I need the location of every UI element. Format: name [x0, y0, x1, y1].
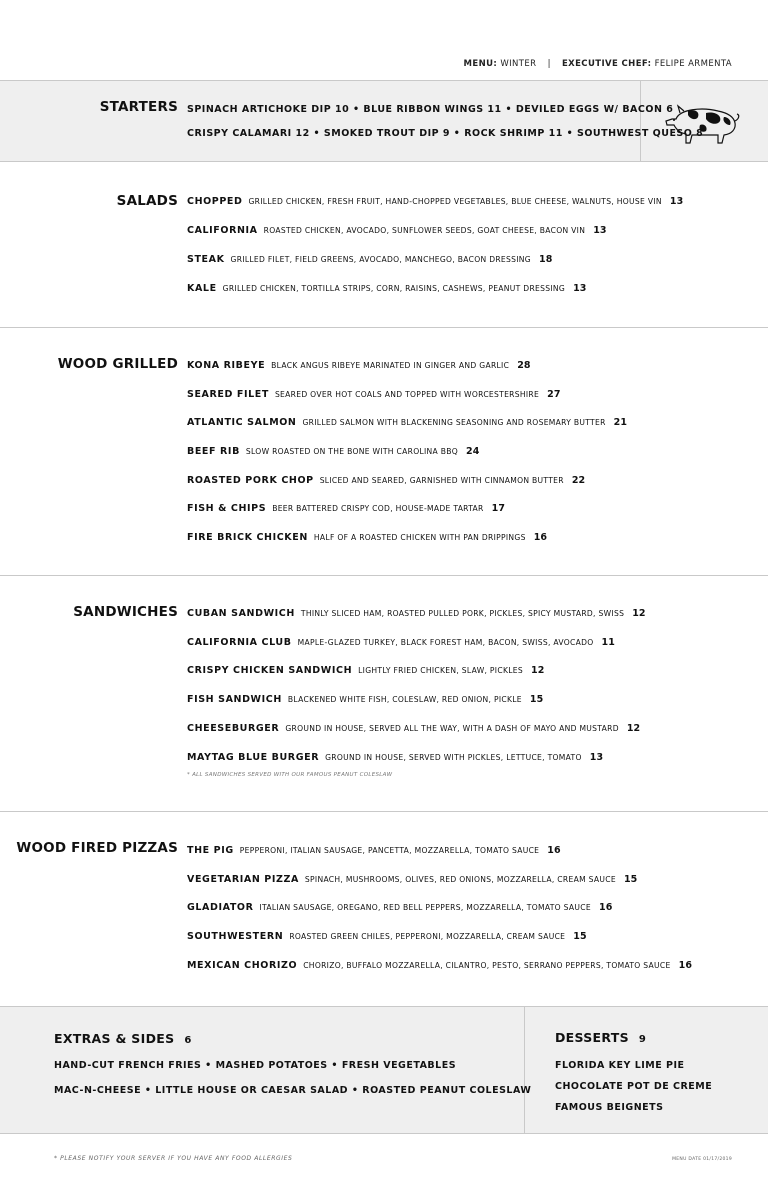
section-divider — [0, 575, 768, 576]
item-name: SEARED FILET — [187, 389, 269, 400]
pizza-item — [187, 902, 612, 913]
grill-item — [187, 389, 561, 400]
starters-band — [0, 80, 768, 162]
item-name: FISH SANDWICH — [187, 694, 282, 705]
sandwich-item — [187, 752, 603, 763]
item-desc: GRILLED CHICKEN, FRESH FRUIT, HAND-CHOPPED VEGETABLES, BLUE CHEESE, WALNUTS, HOUSE VIN — [248, 197, 662, 206]
item-name: CHEESEBURGER — [187, 723, 280, 734]
item-price: 22 — [571, 475, 586, 486]
item-desc: GRILLED SALMON WITH BLACKENING SEASONING AND ROSEMARY BUTTER — [302, 418, 606, 427]
item-price: 21 — [613, 417, 628, 428]
item-price: 18 — [538, 254, 553, 265]
item-price: 12 — [530, 665, 545, 676]
extras-price: 6 — [184, 1035, 192, 1046]
header-separator: | — [547, 59, 551, 69]
starters-title: STARTERS — [99, 99, 178, 115]
salad-item — [187, 225, 607, 236]
starters-line-1: SPINACH ARTICHOKE DIP 10 • BLUE RIBBON WINGS 11 • DEVILED EGGS W/ BACON 6 — [187, 104, 674, 115]
item-desc: CHORIZO, BUFFALO MOZZARELLA, CILANTRO, PESTO, SERRANO PEPPERS, TOMATO SAUCE — [303, 961, 671, 970]
sandwiches-title: SANDWICHES — [73, 604, 178, 620]
item-name: BEEF RIB — [187, 446, 240, 457]
item-desc: ROASTED GREEN CHILES, PEPPERONI, MOZZARELLA, CREAM SAUCE — [289, 932, 566, 941]
chef-label: EXECUTIVE CHEF: — [561, 59, 652, 69]
item-name: GLADIATOR — [187, 902, 254, 913]
extras-title-text: EXTRAS & SIDES — [54, 1031, 175, 1046]
item-name: CALIFORNIA — [187, 225, 258, 236]
item-name: ROASTED PORK CHOP — [187, 475, 314, 486]
sandwich-item — [187, 723, 640, 734]
item-price: 13 — [669, 196, 684, 207]
item-desc: ITALIAN SAUSAGE, OREGANO, RED BELL PEPPERS, MOZZARELLA, TOMATO SAUCE — [259, 903, 591, 912]
item-name: FIRE BRICK CHICKEN — [187, 532, 308, 543]
pizza-item — [187, 931, 587, 942]
item-desc: BLACK ANGUS RIBEYE MARINATED IN GINGER AND GARLIC — [271, 361, 510, 370]
item-desc: SLOW ROASTED ON THE BONE WITH CAROLINA BBQ — [245, 447, 459, 456]
item-desc: BLACKENED WHITE FISH, COLESLAW, RED ONION, PICKLE — [287, 695, 522, 704]
item-name: KONA RIBEYE — [187, 360, 266, 371]
item-name: MAYTAG BLUE BURGER — [187, 752, 320, 763]
pig-icon — [662, 101, 742, 149]
desserts-price: 9 — [638, 1034, 647, 1045]
item-price: 16 — [547, 845, 561, 856]
desserts-title — [555, 1030, 646, 1045]
item-desc: PEPPERONI, ITALIAN SAUSAGE, PANCETTA, MOZZARELLA, TOMATO SAUCE — [239, 846, 540, 855]
item-desc: SPINACH, MUSHROOMS, OLIVES, RED ONIONS, MOZZARELLA, CREAM SAUCE — [304, 875, 616, 884]
pizza-item — [187, 960, 692, 971]
item-name: CALIFORNIA CLUB — [187, 637, 292, 648]
item-desc: LIGHTLY FRIED CHICKEN, SLAW, PICKLES — [358, 666, 523, 675]
allergy-notice: * PLEASE NOTIFY YOUR SERVER IF YOU HAVE ANY FOOD ALLERGIES — [54, 1155, 293, 1162]
item-desc: GROUND IN HOUSE, SERVED ALL THE WAY, WITH A DASH OF MAYO AND MUSTARD — [285, 724, 619, 733]
pizza-item — [187, 874, 637, 885]
sandwich-item — [187, 694, 543, 705]
menu-season: WINTER — [500, 59, 537, 69]
item-name: STEAK — [187, 254, 225, 265]
salad-item — [187, 196, 683, 207]
sandwich-item — [187, 665, 544, 676]
item-price: 12 — [626, 723, 641, 734]
grill-item — [187, 360, 531, 371]
item-desc: SLICED AND SEARED, GARNISHED WITH CINNAMON BUTTER — [319, 476, 564, 485]
grill-item — [187, 475, 585, 486]
menu-header-line — [464, 59, 732, 69]
item-name: VEGETARIAN PIZZA — [187, 874, 299, 885]
grill-item — [187, 446, 479, 457]
item-name: ATLANTIC SALMON — [187, 417, 297, 428]
item-name: MEXICAN CHORIZO — [187, 960, 298, 971]
item-name: CRISPY CHICKEN SANDWICH — [187, 665, 353, 676]
starters-line-2: CRISPY CALAMARI 12 • SMOKED TROUT DIP 9 • ROCK SHRIMP 11 • SOUTHWEST QUESO 8 — [187, 128, 704, 139]
item-desc: ROASTED CHICKEN, AVOCADO, SUNFLOWER SEEDS, GOAT CHEESE, BACON VIN — [263, 226, 586, 235]
section-divider — [0, 327, 768, 328]
desserts-title-text: DESSERTS — [555, 1030, 629, 1045]
item-price: 12 — [632, 608, 646, 619]
extras-line-1: HAND-CUT FRENCH FRIES • MASHED POTATOES • FRESH VEGETABLES — [54, 1060, 457, 1071]
salad-item — [187, 283, 586, 294]
sandwich-item — [187, 608, 646, 619]
dessert-item: FAMOUS BEIGNETS — [555, 1102, 664, 1113]
item-desc: GRILLED FILET, FIELD GREENS, AVOCADO, MANCHEGO, BACON DRESSING — [230, 255, 531, 264]
item-price: 16 — [678, 960, 693, 971]
item-price: 15 — [573, 931, 587, 942]
menu-date: MENU DATE 01/17/2019 — [672, 1157, 732, 1162]
item-price: 16 — [533, 532, 548, 543]
item-price: 13 — [593, 225, 607, 236]
item-desc: MAPLE-GLAZED TURKEY, BLACK FOREST HAM, BACON, SWISS, AVOCADO — [297, 638, 594, 647]
item-price: 15 — [623, 874, 638, 885]
dessert-item: CHOCOLATE POT DE CREME — [555, 1081, 713, 1092]
grill-item — [187, 417, 627, 428]
item-price: 11 — [601, 637, 615, 648]
pizzas-title: WOOD FIRED PIZZAS — [16, 840, 178, 856]
grill-item — [187, 532, 547, 543]
salads-title: SALADS — [116, 193, 178, 209]
grill-item — [187, 503, 505, 514]
section-divider — [0, 811, 768, 812]
item-price: 27 — [547, 389, 561, 400]
item-name: THE PIG — [187, 845, 234, 856]
starters-divider — [640, 81, 641, 161]
wood-grilled-title: WOOD GRILLED — [57, 356, 178, 372]
sandwich-note: * ALL SANDWICHES SERVED WITH OUR FAMOUS PEANUT COLESLAW — [187, 772, 393, 778]
salad-item — [187, 254, 552, 265]
item-desc: SEARED OVER HOT COALS AND TOPPED WITH WORCESTERSHIRE — [274, 390, 540, 399]
extras-line-2: MAC-N-CHEESE • LITTLE HOUSE OR CAESAR SALAD • ROASTED PEANUT COLESLAW — [54, 1085, 532, 1096]
item-price: 16 — [598, 902, 613, 913]
bottom-divider — [524, 1007, 525, 1133]
item-desc: GROUND IN HOUSE, SERVED WITH PICKLES, LETTUCE, TOMATO — [325, 753, 582, 762]
dessert-item: FLORIDA KEY LIME PIE — [555, 1060, 685, 1071]
extras-title — [54, 1031, 192, 1046]
item-desc: THINLY SLICED HAM, ROASTED PULLED PORK, PICKLES, SPICY MUSTARD, SWISS — [300, 609, 625, 618]
menu-label: MENU: — [463, 59, 498, 69]
item-price: 15 — [529, 694, 544, 705]
item-desc: GRILLED CHICKEN, TORTILLA STRIPS, CORN, RAISINS, CASHEWS, PEANUT DRESSING — [222, 284, 566, 293]
item-desc: BEER BATTERED CRISPY COD, HOUSE-MADE TARTAR — [272, 504, 484, 513]
item-name: CUBAN SANDWICH — [187, 608, 295, 619]
sandwich-item — [187, 637, 615, 648]
chef-name: FELIPE ARMENTA — [654, 59, 732, 69]
item-price: 28 — [517, 360, 531, 371]
item-price: 24 — [466, 446, 480, 457]
item-name: KALE — [187, 283, 217, 294]
item-name: CHOPPED — [187, 196, 243, 207]
item-price: 13 — [573, 283, 587, 294]
item-name: SOUTHWESTERN — [187, 931, 284, 942]
item-desc: HALF OF A ROASTED CHICKEN WITH PAN DRIPPINGS — [313, 533, 526, 542]
pizza-item — [187, 845, 561, 856]
item-price: 17 — [491, 503, 506, 514]
item-price: 13 — [589, 752, 604, 763]
item-name: FISH & CHIPS — [187, 503, 267, 514]
